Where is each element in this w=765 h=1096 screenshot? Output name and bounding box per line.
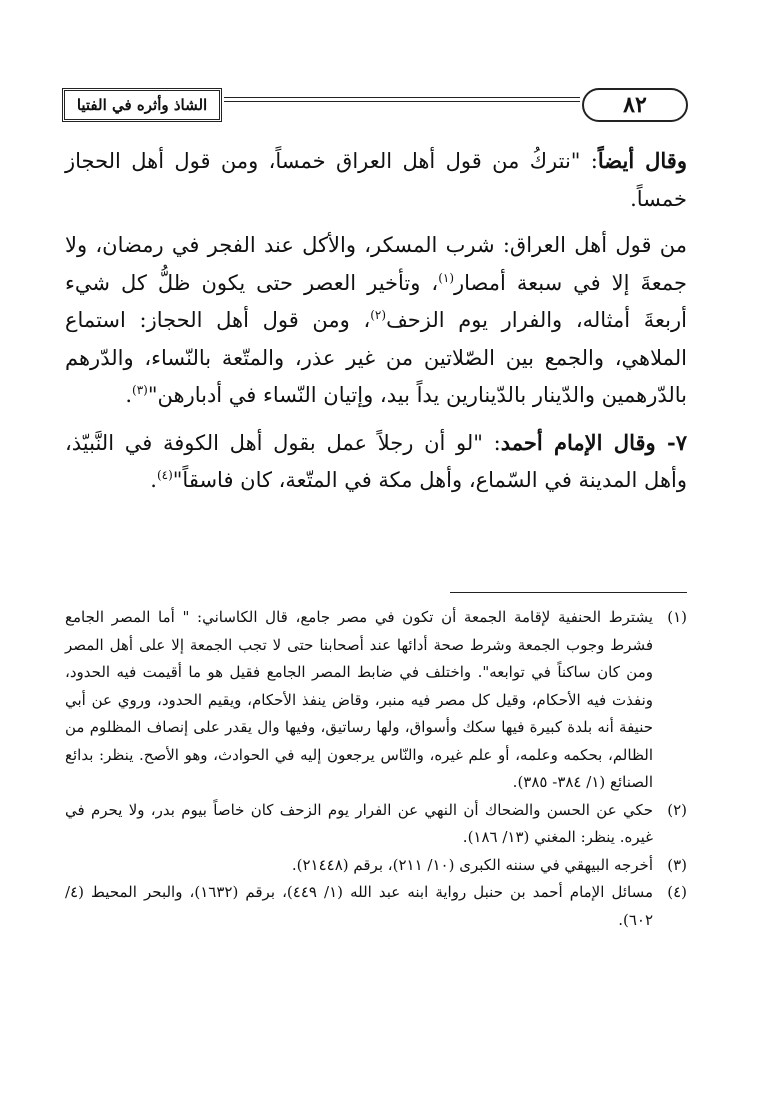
footnote — [65, 797, 687, 852]
footnote-separator — [450, 592, 687, 593]
header-rule — [224, 101, 580, 102]
footnote — [65, 852, 687, 880]
paragraph-text: : "نتركُ من قول أهل العراق خمساً، ومن قول أهل الحجاز خمساً. — [65, 149, 687, 211]
footnote-text: حكي عن الحسن والضحاك أن النهي عن الفرار يوم الزحف كان خاصاً بيوم بدر، ولا يحرم في غيره. ينظر: المغني (١٣/ ١٨٦). — [65, 800, 653, 846]
footnote-ref[interactable]: (١) — [438, 270, 455, 285]
book-title: الشاذ وأثره في الفتيا — [62, 88, 222, 122]
page-header — [62, 88, 688, 126]
footnote-number: (١) — [667, 608, 687, 626]
footnote — [65, 604, 687, 797]
paragraph-text: . — [150, 468, 157, 492]
paragraph — [65, 227, 687, 415]
paragraph-text: ، ومن قول أهل الحجاز: استماع الملاهي، والجمع بين الصّلاتين من غير عذر، والمتّعة بالنّساء، والدّرهم بالدّرهمين والدّينار بالدّينارين يداً بيد، وإتيان النّساء في أدبارهن" — [65, 308, 687, 407]
footnote-number: (٢) — [667, 800, 687, 819]
footnote-number: (٤) — [667, 883, 687, 901]
footnote-ref[interactable]: (٤) — [156, 468, 173, 482]
footnotes — [65, 604, 687, 934]
footnote-text: مسائل الإمام أحمد بن حنبل رواية ابنه عبد الله (١/ ٤٤٩)، برقم (١٦٣٢)، والبحر المحيط (٤/ ٦٠٢). — [65, 883, 653, 929]
quote-intro: ٧- وقال الإمام أحمد — [500, 429, 687, 455]
footnote-text: أخرجه البيهقي في سننه الكبرى (١٠/ ٢١١)، برقم (٢١٤٤٨). — [291, 855, 653, 874]
footnote — [65, 879, 687, 934]
header-rule — [224, 97, 580, 98]
main-text — [65, 142, 687, 500]
paragraph — [65, 142, 687, 218]
paragraph-text: . — [125, 383, 133, 407]
paragraph-text: : "لو أن رجلاً عمل بقول أهل الكوفة في النَّبيّذ، وأهل المدينة في السّماع، وأهل مكة في المتّعة، كان فاسقاً" — [65, 430, 687, 492]
footnote-text: يشترط الحنفية لإقامة الجمعة أن تكون في مصر جامع، قال الكاساني: " أما المصر الجامع فشرط وجوب الجمعة وشرط صحة أدائها عند أصحابنا حتى لا تجب الجمعة إلا على أهل المصر ومن كان ساكناً في توابعه". واختلف في ضابط المصر الجامع فقيل هو ما أقيمت فيه الحدود، ونفذت فيه الأحكام، وقيل كل مصر فيه منبر، وقاض ينفذ الأحكام، ويقيم الحدود، وروي عن أبي حنيفة أنه بلدة كبيرة فيها سكك وأسواق، ولها رساتيق، وفيها وال يقدر على إنصاف المظلوم من الظالم، بحكمه وعلمه، أو علم غيره، والنّاس يرجعون إليه في الحوادث، وهو الأصح. ينظر: بدائع الصنائع (١/ ٣٨٤- ٣٨٥). — [65, 608, 654, 791]
footnote-ref[interactable]: (٢) — [370, 308, 387, 322]
quote-intro: وقال أيضاً — [597, 148, 687, 173]
page-number: ٨٢ — [582, 88, 688, 122]
paragraph-text: ، وتأخير العصر حتى يكون ظلُّ كل شيء أربعةَ أمثاله، والفرار يوم الزحف — [65, 270, 687, 332]
paragraph — [65, 424, 687, 500]
paragraph-text: من قول أهل العراق: شرب المسكر، والأكل عند الفجر في رمضان، ولا جمعةَ إلا في سبعة أمصار — [65, 233, 687, 295]
footnote-number: (٣) — [667, 855, 687, 874]
footnote-ref[interactable]: (٣) — [132, 383, 148, 397]
